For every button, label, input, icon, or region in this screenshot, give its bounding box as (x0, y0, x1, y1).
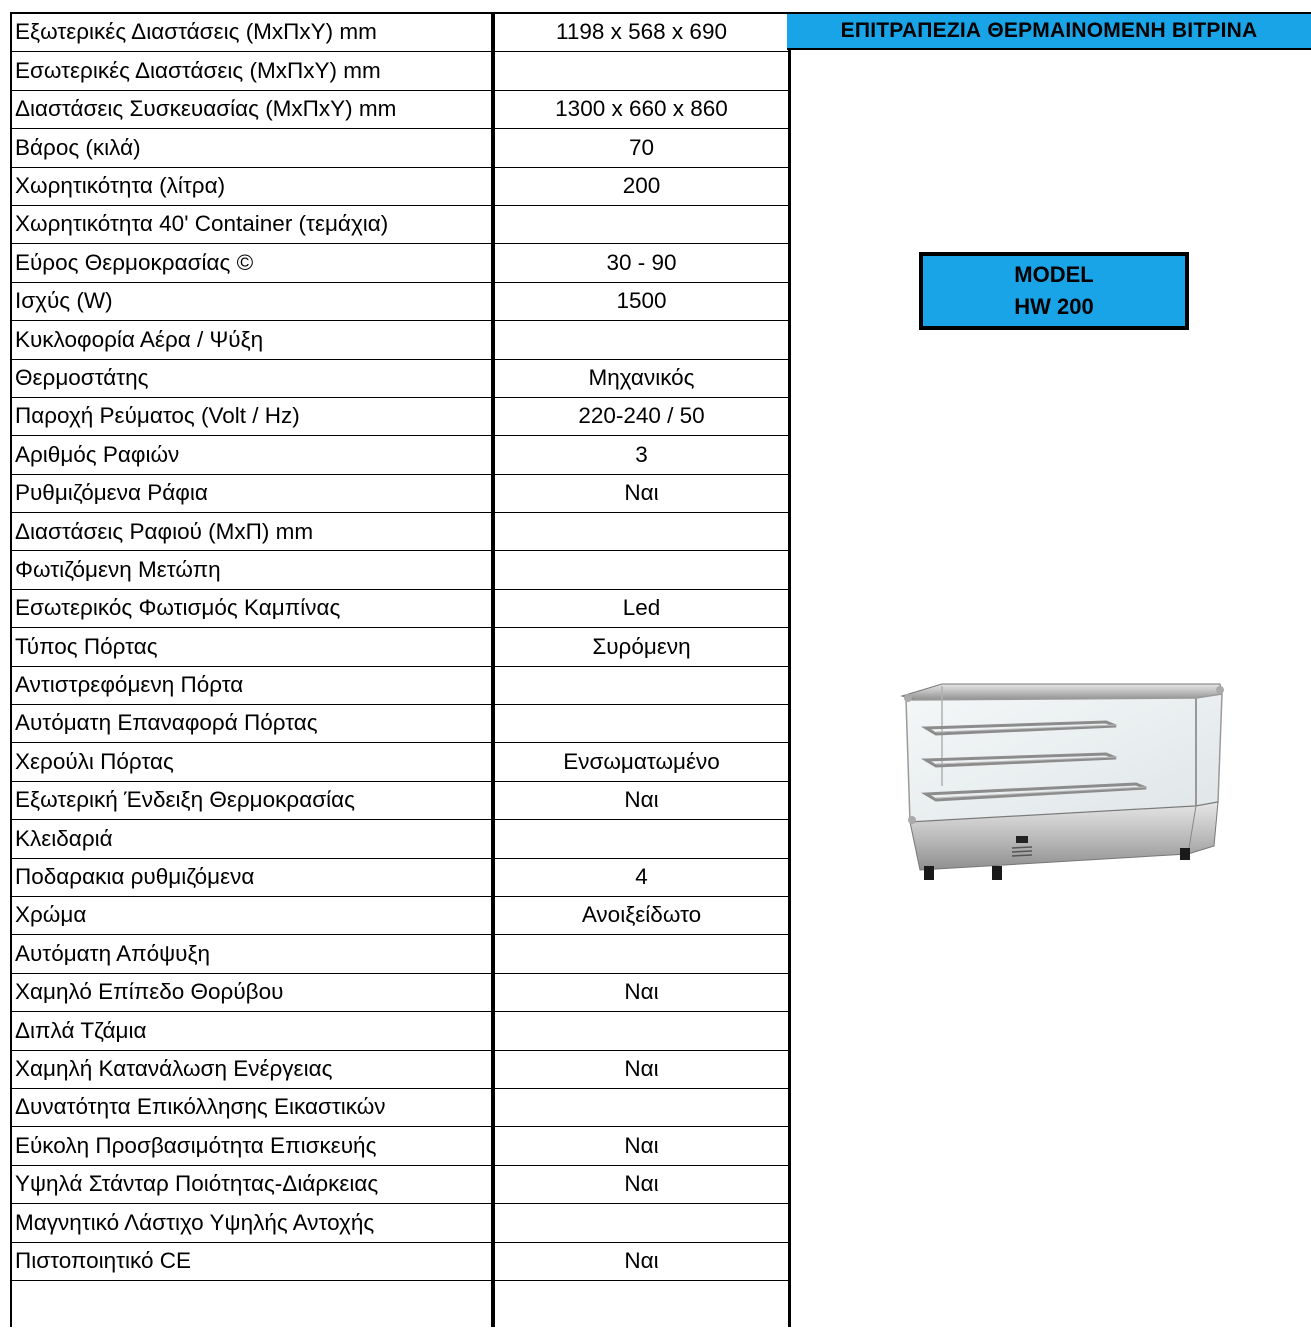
spec-value (493, 321, 790, 359)
spec-label: Χαμηλή Κατανάλωση Ενέργειας (11, 1050, 493, 1088)
spec-label: Διαστάσεις Ραφιού (ΜxΠ) mm (11, 513, 493, 551)
spec-row (11, 397, 790, 435)
spec-row (11, 705, 790, 743)
spec-value (493, 513, 790, 551)
spec-label: Τύπος Πόρτας (11, 628, 493, 666)
spec-value: 200 (493, 167, 790, 205)
heated-display-case-image (896, 676, 1230, 890)
spec-value: Συρόμενη (493, 628, 790, 666)
model-label: MODEL (1014, 262, 1094, 288)
spec-value: Ανοιξείδωτο (493, 896, 790, 934)
spec-row (11, 896, 790, 934)
spec-label: Μαγνητικό Λάστιχο Υψηλής Αντοχής (11, 1204, 493, 1242)
spec-value (493, 1204, 790, 1242)
spec-row (11, 1127, 790, 1165)
spec-value: Ναι (493, 474, 790, 512)
spec-row (11, 1242, 790, 1280)
spec-label: Αυτόματη Επαναφορά Πόρτας (11, 705, 493, 743)
spec-label: Παροχή Ρεύματος (Volt / Hz) (11, 397, 493, 435)
spec-label: Διπλά Τζάμια (11, 1012, 493, 1050)
spec-value (493, 551, 790, 589)
spec-table-body (11, 13, 790, 1327)
spec-row (11, 589, 790, 627)
spec-value (493, 705, 790, 743)
spec-row (11, 628, 790, 666)
spec-row (11, 935, 790, 973)
spec-value: 1300 x 660 x 860 (493, 90, 790, 128)
spec-value: Ναι (493, 1127, 790, 1165)
spec-label: Ποδαρακια ρυθμιζόμενα (11, 858, 493, 896)
spec-value (493, 666, 790, 704)
spec-value (493, 52, 790, 90)
spec-label: Ισχύς (W) (11, 282, 493, 320)
model-box (919, 252, 1189, 330)
spec-label: Κυκλοφορία Αέρα / Ψύξη (11, 321, 493, 359)
spec-row (11, 743, 790, 781)
spec-value: 1500 (493, 282, 790, 320)
spec-label-empty (11, 1280, 493, 1327)
product-title-banner (787, 12, 1311, 50)
spec-label: Εξωτερική Ένδειξη Θερμοκρασίας (11, 781, 493, 819)
spec-row (11, 282, 790, 320)
spec-label: Πιστοποιητικό CE (11, 1242, 493, 1280)
spec-row (11, 781, 790, 819)
spec-label: Διαστάσεις Συσκευασίας (ΜxΠxΥ) mm (11, 90, 493, 128)
spec-value (493, 205, 790, 243)
spec-row (11, 973, 790, 1011)
spec-row (11, 474, 790, 512)
spec-table (10, 12, 791, 1327)
spec-row (11, 436, 790, 474)
spec-value (493, 1012, 790, 1050)
spec-value: Led (493, 589, 790, 627)
spec-row (11, 1088, 790, 1126)
spec-value: Ενσωματωμένο (493, 743, 790, 781)
spec-row (11, 205, 790, 243)
spec-label: Εσωτερικός Φωτισμός Καμπίνας (11, 589, 493, 627)
spec-label: Χωρητικότητα (λίτρα) (11, 167, 493, 205)
spec-value: Ναι (493, 1165, 790, 1203)
spec-label: Αριθμός Ραφιών (11, 436, 493, 474)
spec-value: Μηχανικός (493, 359, 790, 397)
spec-label: Εξωτερικές Διαστάσεις (ΜxΠxΥ) mm (11, 13, 493, 52)
spec-row (11, 359, 790, 397)
spec-label: Χερούλι Πόρτας (11, 743, 493, 781)
spec-row (11, 1165, 790, 1203)
spec-label: Βάρος (κιλά) (11, 129, 493, 167)
spec-value (493, 935, 790, 973)
spec-value: 70 (493, 129, 790, 167)
spec-row (11, 90, 790, 128)
spec-row (11, 666, 790, 704)
spec-row (11, 13, 790, 52)
spec-value: Ναι (493, 781, 790, 819)
spec-row (11, 321, 790, 359)
spec-value (493, 1088, 790, 1126)
model-name: HW 200 (1014, 294, 1094, 319)
spec-row (11, 1050, 790, 1088)
spec-label: Υψηλά Στάνταρ Ποιότητας-Διάρκειας (11, 1165, 493, 1203)
spec-label: Εύρος Θερμοκρασίας © (11, 244, 493, 282)
spec-row (11, 1012, 790, 1050)
spec-row (11, 513, 790, 551)
spec-row (11, 858, 790, 896)
spec-row (11, 244, 790, 282)
spec-label: Φωτιζόμενη Μετώπη (11, 551, 493, 589)
spec-label: Θερμοστάτης (11, 359, 493, 397)
product-title: ΕΠΙΤΡΑΠΕΖΙΑ ΘΕΡΜΑΙΝΟΜΕΝΗ ΒΙΤΡΙΝΑ (840, 19, 1258, 42)
spec-label: Εύκολη Προσβασιμότητα Επισκευής (11, 1127, 493, 1165)
spec-value: 1198 x 568 x 690 (493, 13, 790, 52)
spec-row (11, 820, 790, 858)
spec-label: Αντιστρεφόμενη Πόρτα (11, 666, 493, 704)
spec-label: Ρυθμιζόμενα Ράφια (11, 474, 493, 512)
spec-label: Χωρητικότητα 40' Container (τεμάχια) (11, 205, 493, 243)
spec-label: Χρώμα (11, 896, 493, 934)
spec-value (493, 820, 790, 858)
spec-value: 3 (493, 436, 790, 474)
spec-value-empty (493, 1280, 790, 1327)
spec-label: Κλειδαριά (11, 820, 493, 858)
spec-value: 30 - 90 (493, 244, 790, 282)
spec-row (11, 1204, 790, 1242)
spec-label: Χαμηλό Επίπεδο Θορύβου (11, 973, 493, 1011)
spec-row (11, 551, 790, 589)
spec-label: Αυτόματη Απόψυξη (11, 935, 493, 973)
spec-row (11, 52, 790, 90)
spec-value: Ναι (493, 1050, 790, 1088)
spec-row (11, 129, 790, 167)
spec-value: 220-240 / 50 (493, 397, 790, 435)
spec-row-empty (11, 1280, 790, 1327)
spec-value: Ναι (493, 1242, 790, 1280)
spec-label: Εσωτερικές Διαστάσεις (ΜxΠxΥ) mm (11, 52, 493, 90)
spec-row (11, 167, 790, 205)
spec-value: 4 (493, 858, 790, 896)
spec-label: Δυνατότητα Επικόλλησης Εικαστικών (11, 1088, 493, 1126)
spec-value: Ναι (493, 973, 790, 1011)
